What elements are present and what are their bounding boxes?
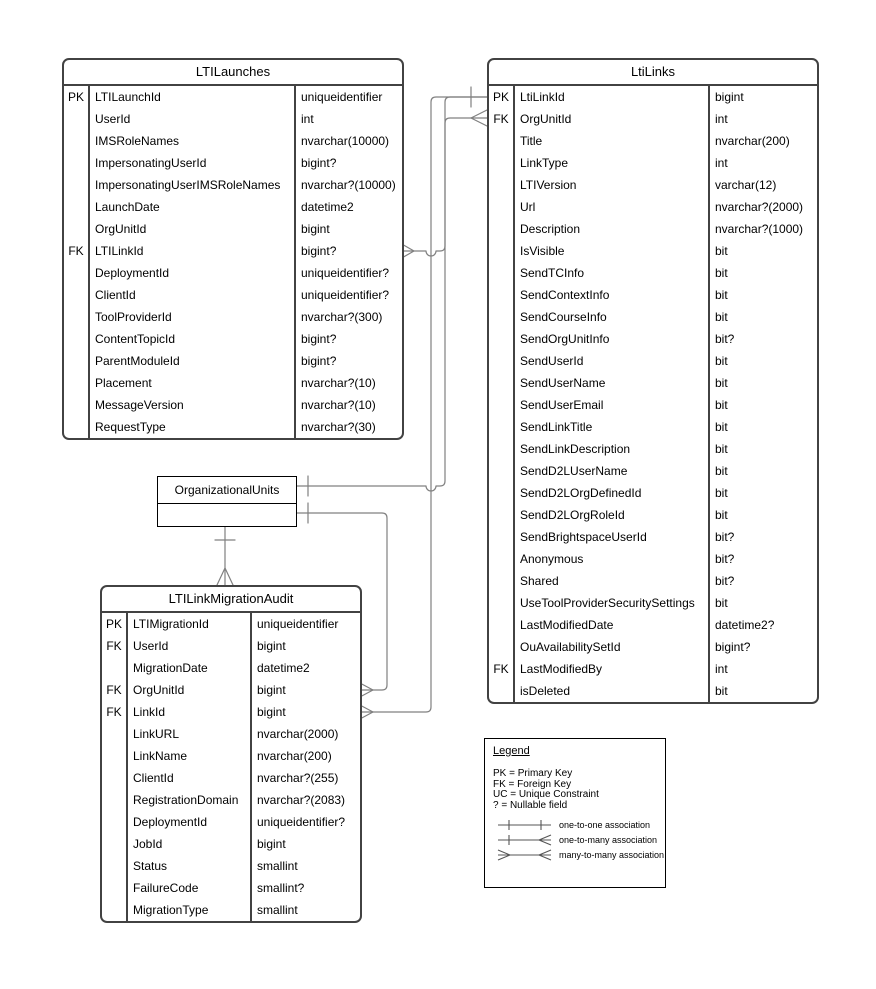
row-key (489, 570, 515, 592)
edge-orgunits-to-audit (215, 527, 235, 585)
table-row (489, 218, 817, 240)
column-name: SendCourseInfo (515, 306, 710, 328)
row-key (489, 482, 515, 504)
column-name: MessageVersion (90, 394, 296, 416)
column-type: int (715, 112, 728, 126)
column-type: bit (715, 486, 728, 500)
column-type: bit (715, 508, 728, 522)
row-key (64, 196, 90, 218)
column-name: Description (515, 218, 710, 240)
column-type: nvarchar(200) (715, 134, 790, 148)
column-type: nvarchar?(2083) (257, 793, 346, 807)
row-key: FK (102, 701, 128, 723)
legend-symbol-row (493, 832, 665, 847)
table-row (489, 460, 817, 482)
column-name: MigrationDate (128, 657, 252, 679)
column-name: DeploymentId (90, 262, 296, 284)
table-ltilinks (487, 58, 819, 704)
column-name: LTILaunchId (90, 86, 296, 108)
column-name: LTIVersion (515, 174, 710, 196)
row-key (64, 328, 90, 350)
row-key (489, 636, 515, 658)
row-key (489, 218, 515, 240)
row-key (489, 592, 515, 614)
row-key (64, 262, 90, 284)
column-name: OrgUnitId (90, 218, 296, 240)
table-row (64, 416, 402, 438)
column-type: bit (715, 288, 728, 302)
table-body (64, 86, 402, 438)
row-key (489, 394, 515, 416)
column-type: nvarchar?(10) (301, 376, 376, 390)
entity-empty-row (158, 504, 296, 526)
column-name: Url (515, 196, 710, 218)
column-name: OrgUnitId (515, 108, 710, 130)
column-type: nvarchar(2000) (257, 727, 339, 741)
table-row (102, 635, 360, 657)
column-type: bigint? (301, 332, 337, 346)
edge-launches-ltilinkid-to-ltilinks (400, 87, 487, 259)
row-key: PK (102, 613, 128, 635)
column-name: Shared (515, 570, 710, 592)
column-type: nvarchar?(10000) (301, 178, 396, 192)
column-name: SendTCInfo (515, 262, 710, 284)
column-type: bigint (257, 639, 286, 653)
table-row (489, 262, 817, 284)
column-name: Placement (90, 372, 296, 394)
column-name: LinkName (128, 745, 252, 767)
column-name: ClientId (90, 284, 296, 306)
column-type: bigint? (301, 156, 337, 170)
column-type: bit (715, 398, 728, 412)
row-key: FK (64, 240, 90, 262)
column-type: uniqueidentifier? (257, 815, 346, 829)
column-name: SendLinkDescription (515, 438, 710, 460)
row-key (489, 504, 515, 526)
legend-title: Legend (493, 745, 530, 757)
row-key (102, 789, 128, 811)
row-key (489, 614, 515, 636)
row-key (489, 460, 515, 482)
table-row (102, 657, 360, 679)
table-row (64, 218, 402, 240)
column-type: bigint (301, 222, 330, 236)
connector-line (400, 97, 487, 256)
row-key (489, 130, 515, 152)
column-type: uniqueidentifier (257, 617, 339, 631)
row-key (489, 152, 515, 174)
column-name: Anonymous (515, 548, 710, 570)
column-type: bit (715, 376, 728, 390)
column-name: LTIMigrationId (128, 613, 252, 635)
row-key (64, 394, 90, 416)
table-row (64, 130, 402, 152)
table-row (102, 789, 360, 811)
legend-symbol-label: one-to-many association (559, 834, 658, 845)
row-key: PK (64, 86, 90, 108)
legend-symbol-row (493, 847, 665, 862)
row-key (489, 680, 515, 702)
column-type: bit (715, 354, 728, 368)
column-name: Status (128, 855, 252, 877)
column-type: nvarchar?(2000) (715, 200, 804, 214)
table-row (489, 152, 817, 174)
row-key (64, 284, 90, 306)
column-type: nvarchar?(300) (301, 310, 383, 324)
table-row (102, 899, 360, 921)
column-name: SendLinkTitle (515, 416, 710, 438)
table-row (102, 613, 360, 635)
column-name: LTILinkId (90, 240, 296, 262)
table-row (489, 174, 817, 196)
row-key (64, 130, 90, 152)
row-key (102, 745, 128, 767)
table-row (64, 306, 402, 328)
column-name: FailureCode (128, 877, 252, 899)
row-key (489, 372, 515, 394)
table-row (64, 372, 402, 394)
many-to-many-icon (493, 848, 555, 862)
column-type: uniqueidentifier? (301, 288, 390, 302)
column-type: int (301, 112, 314, 126)
column-type: datetime2? (715, 618, 775, 632)
row-key (489, 196, 515, 218)
column-name: OuAvailabilitySetId (515, 636, 710, 658)
table-row (102, 679, 360, 701)
column-type: nvarchar?(1000) (715, 222, 804, 236)
legend (484, 738, 666, 888)
column-name: SendUserName (515, 372, 710, 394)
column-name: ParentModuleId (90, 350, 296, 372)
column-name: LtiLinkId (515, 86, 710, 108)
row-key (102, 767, 128, 789)
row-key (489, 350, 515, 372)
column-name: IMSRoleNames (90, 130, 296, 152)
column-name: IsVisible (515, 240, 710, 262)
column-name: MigrationType (128, 899, 252, 921)
row-key: PK (489, 86, 515, 108)
column-name: SendOrgUnitInfo (515, 328, 710, 350)
table-row (64, 196, 402, 218)
legend-symbols (493, 817, 665, 862)
table-row (489, 86, 817, 108)
column-type: bit (715, 596, 728, 610)
column-type: nvarchar?(255) (257, 771, 339, 785)
table-row (102, 811, 360, 833)
row-key (64, 372, 90, 394)
column-name: SendD2LOrgRoleId (515, 504, 710, 526)
table-ltilaunches (62, 58, 404, 440)
table-row (489, 240, 817, 262)
column-type: bit? (715, 530, 735, 544)
legend-abbr-pk: PK = Primary Key (493, 768, 573, 779)
row-key (64, 306, 90, 328)
column-name: Title (515, 130, 710, 152)
table-row (64, 394, 402, 416)
table-row (489, 306, 817, 328)
table-row (489, 372, 817, 394)
table-row (64, 108, 402, 130)
column-name: LinkURL (128, 723, 252, 745)
row-key (489, 240, 515, 262)
column-name: SendUserId (515, 350, 710, 372)
column-type: bigint (257, 705, 286, 719)
table-row (489, 504, 817, 526)
column-name: DeploymentId (128, 811, 252, 833)
table-row (489, 108, 817, 130)
row-key (102, 877, 128, 899)
column-name: SendD2LOrgDefinedId (515, 482, 710, 504)
column-name: RequestType (90, 416, 296, 438)
row-key (489, 306, 515, 328)
table-title: LtiLinks (489, 60, 817, 86)
table-row (64, 240, 402, 262)
row-key (489, 438, 515, 460)
column-name: SendD2LUserName (515, 460, 710, 482)
column-type: nvarchar(200) (257, 749, 332, 763)
column-type: bit (715, 310, 728, 324)
row-key (489, 284, 515, 306)
row-key (64, 416, 90, 438)
column-name: ImpersonatingUserIMSRoleNames (90, 174, 296, 196)
column-type: int (715, 156, 728, 170)
row-key (64, 218, 90, 240)
column-type: bigint (257, 837, 286, 851)
table-row (64, 174, 402, 196)
table-row (489, 614, 817, 636)
column-type: bit (715, 244, 728, 258)
table-row (64, 328, 402, 350)
column-type: nvarchar?(30) (301, 420, 376, 434)
column-type: bigint? (301, 244, 337, 258)
table-row (64, 284, 402, 306)
column-name: OrgUnitId (128, 679, 252, 701)
column-name: SendBrightspaceUserId (515, 526, 710, 548)
column-type: uniqueidentifier? (301, 266, 390, 280)
column-name: UserId (128, 635, 252, 657)
table-ltilinkmigrationaudit (100, 585, 362, 923)
table-row (64, 86, 402, 108)
column-name: RegistrationDomain (128, 789, 252, 811)
column-name: LinkId (128, 701, 252, 723)
table-body (489, 86, 817, 702)
legend-symbol-label: many-to-many association (559, 849, 665, 860)
column-type: nvarchar?(10) (301, 398, 376, 412)
table-row (102, 701, 360, 723)
row-key (489, 262, 515, 284)
table-row (489, 592, 817, 614)
row-key (102, 855, 128, 877)
table-row (489, 416, 817, 438)
table-title: LTILaunches (64, 60, 402, 86)
table-row (102, 767, 360, 789)
row-key (489, 328, 515, 350)
column-type: bigint (715, 90, 744, 104)
legend-symbol-label: one-to-one association (559, 819, 651, 830)
column-name: LastModifiedBy (515, 658, 710, 680)
column-type: datetime2 (257, 661, 310, 675)
column-name: ToolProviderId (90, 306, 296, 328)
table-row (102, 723, 360, 745)
table-row (489, 438, 817, 460)
column-type: bigint? (715, 640, 751, 654)
column-type: bit (715, 464, 728, 478)
table-row (489, 130, 817, 152)
column-name: ContentTopicId (90, 328, 296, 350)
column-type: bit? (715, 574, 735, 588)
table-row (102, 833, 360, 855)
column-type: uniqueidentifier (301, 90, 383, 104)
row-key (102, 657, 128, 679)
column-type: bit (715, 684, 728, 698)
row-key: FK (102, 635, 128, 657)
column-type: bit? (715, 552, 735, 566)
row-key (64, 152, 90, 174)
table-row (489, 350, 817, 372)
table-row (489, 526, 817, 548)
column-type: bit (715, 266, 728, 280)
table-row (489, 284, 817, 306)
table-row (64, 262, 402, 284)
column-type: int (715, 662, 728, 676)
legend-symbol-row (493, 817, 665, 832)
column-type: varchar(12) (715, 178, 777, 192)
column-type: smallint (257, 903, 298, 917)
table-row (489, 548, 817, 570)
column-name: UseToolProviderSecuritySettings (515, 592, 710, 614)
table-title: LTILinkMigrationAudit (102, 587, 360, 613)
row-key (489, 526, 515, 548)
column-type: bigint? (301, 354, 337, 368)
table-row (489, 328, 817, 350)
row-key: FK (489, 658, 515, 680)
column-name: LastModifiedDate (515, 614, 710, 636)
legend-abbr-nullable: ? = Nullable field (493, 799, 568, 811)
column-type: bit (715, 442, 728, 456)
column-type: smallint (257, 859, 298, 873)
one-to-many-icon (493, 833, 555, 847)
column-name: UserId (90, 108, 296, 130)
table-body (102, 613, 360, 921)
table-row (102, 877, 360, 899)
row-key: FK (489, 108, 515, 130)
row-key (102, 811, 128, 833)
column-name: SendUserEmail (515, 394, 710, 416)
row-key (64, 108, 90, 130)
row-key (64, 174, 90, 196)
row-key (489, 174, 515, 196)
column-name: ImpersonatingUserId (90, 152, 296, 174)
legend-abbr-fk: FK = Foreign Key (493, 778, 572, 790)
table-row (489, 394, 817, 416)
table-row (489, 658, 817, 680)
table-row (489, 482, 817, 504)
table-row (102, 745, 360, 767)
column-name: LinkType (515, 152, 710, 174)
column-type: datetime2 (301, 200, 354, 214)
row-key (102, 899, 128, 921)
column-name: ClientId (128, 767, 252, 789)
row-key: FK (102, 679, 128, 701)
row-key (102, 723, 128, 745)
table-row (64, 350, 402, 372)
table-row (489, 196, 817, 218)
column-name: LaunchDate (90, 196, 296, 218)
legend-abbr-uc: UC = Unique Constraint (493, 789, 599, 800)
column-type: nvarchar(10000) (301, 134, 390, 148)
entity-organizationalunits (157, 476, 297, 527)
entity-title: OrganizationalUnits (158, 477, 296, 504)
row-key (489, 548, 515, 570)
column-name: SendContextInfo (515, 284, 710, 306)
column-type: bit? (715, 332, 735, 346)
table-row (64, 152, 402, 174)
row-key (489, 416, 515, 438)
column-type: bit (715, 420, 728, 434)
row-key (102, 833, 128, 855)
column-name: JobId (128, 833, 252, 855)
table-row (102, 855, 360, 877)
legend-abbreviations (493, 769, 665, 811)
column-name: isDeleted (515, 680, 710, 702)
column-type: bigint (257, 683, 286, 697)
table-row (489, 570, 817, 592)
table-row (489, 636, 817, 658)
row-key (64, 350, 90, 372)
one-to-one-icon (493, 818, 555, 832)
table-row (489, 680, 817, 702)
column-type: smallint? (257, 881, 305, 895)
